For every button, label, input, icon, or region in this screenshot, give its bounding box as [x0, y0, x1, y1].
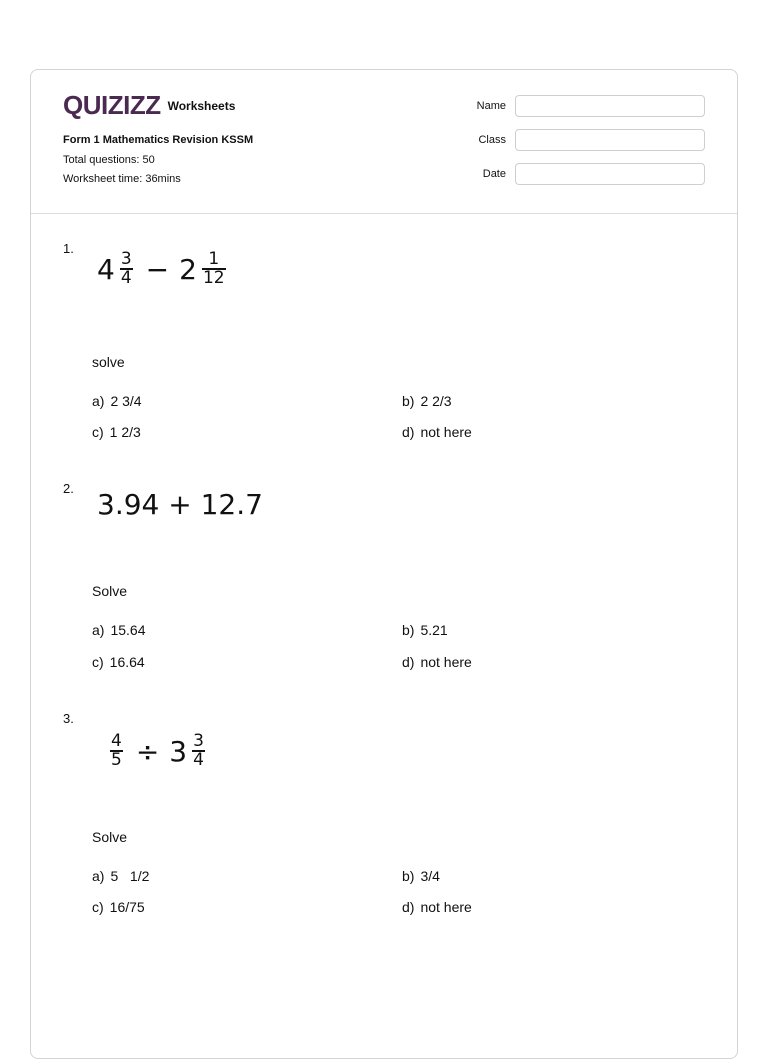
worksheet-header: [31, 70, 737, 214]
answer-option-c[interactable]: [92, 899, 145, 915]
total-questions: Total questions: 50: [63, 154, 155, 166]
option-letter: d): [402, 654, 415, 670]
answer-option-a[interactable]: [92, 393, 142, 409]
option-letter: a): [92, 622, 105, 638]
numerator: 1: [208, 249, 220, 269]
question-number: 2.: [63, 481, 74, 496]
fraction: [202, 251, 226, 287]
option-letter: b): [402, 622, 415, 638]
question-expression: [107, 733, 208, 769]
denominator: 4: [193, 750, 204, 770]
answer-option-b[interactable]: [402, 393, 452, 409]
fraction: [192, 733, 205, 769]
option-text: 2 3/4: [110, 393, 142, 409]
option-text: 5.21: [420, 622, 448, 638]
worksheet-card: [30, 69, 738, 1059]
question-prompt: Solve: [92, 583, 128, 599]
option-letter: a): [92, 868, 105, 884]
quizizz-logo: QUIZIZZ: [63, 90, 161, 120]
option-text: 16/75: [109, 899, 145, 915]
option-text: not here: [420, 654, 472, 670]
date-field[interactable]: [515, 163, 705, 185]
answer-option-b[interactable]: [402, 868, 440, 884]
name-label: Name: [476, 100, 506, 112]
answer-option-b[interactable]: [402, 622, 448, 638]
option-text: 15.64: [110, 622, 146, 638]
brand-subtitle: Worksheets: [167, 99, 236, 113]
answer-option-d[interactable]: [402, 899, 472, 915]
numerator: 4: [111, 731, 122, 751]
option-letter: b): [402, 868, 415, 884]
option-text: 16.64: [109, 654, 145, 670]
name-field[interactable]: [515, 95, 705, 117]
denominator: 4: [120, 268, 132, 288]
operator: −: [145, 252, 170, 286]
worksheet-time: Worksheet time: 36mins: [63, 173, 181, 185]
question-expression: [97, 251, 229, 287]
answer-option-d[interactable]: [402, 424, 472, 440]
question-prompt: Solve: [92, 829, 128, 845]
class-label: Class: [478, 134, 506, 146]
answer-option-d[interactable]: [402, 654, 472, 670]
option-text: 1 2/3: [109, 424, 141, 440]
option-letter: c): [92, 654, 104, 670]
answer-option-c[interactable]: [92, 424, 141, 440]
option-letter: c): [92, 899, 104, 915]
numerator: 3: [193, 731, 204, 751]
whole-number: 3: [169, 734, 188, 768]
option-text: 2 2/3: [420, 393, 452, 409]
denominator: 5: [111, 750, 122, 770]
fraction: [120, 251, 133, 287]
option-text: 3/4: [420, 868, 440, 884]
option-text: not here: [420, 424, 472, 440]
worksheet-title: Form 1 Mathematics Revision KSSM: [63, 134, 254, 146]
denominator: 12: [202, 268, 225, 288]
option-letter: a): [92, 393, 105, 409]
option-letter: c): [92, 424, 104, 440]
option-text: 5 1/2: [110, 868, 150, 884]
fraction: [110, 733, 123, 769]
question-expression: 3.94 + 12.7: [97, 488, 263, 521]
answer-option-a[interactable]: [92, 868, 149, 884]
option-text: not here: [420, 899, 472, 915]
question-number: 1.: [63, 241, 74, 256]
option-letter: b): [402, 393, 415, 409]
answer-option-a[interactable]: [92, 622, 146, 638]
question-prompt: solve: [92, 354, 125, 370]
option-letter: d): [402, 899, 415, 915]
numerator: 3: [120, 249, 132, 269]
whole-number: 2: [179, 252, 197, 286]
class-field[interactable]: [515, 129, 705, 151]
whole-number: 4: [97, 252, 115, 286]
operator: ÷: [135, 734, 160, 768]
option-letter: d): [402, 424, 415, 440]
answer-option-c[interactable]: [92, 654, 145, 670]
question-number: 3.: [63, 711, 74, 726]
brand: [63, 92, 235, 118]
date-label: Date: [482, 168, 506, 180]
